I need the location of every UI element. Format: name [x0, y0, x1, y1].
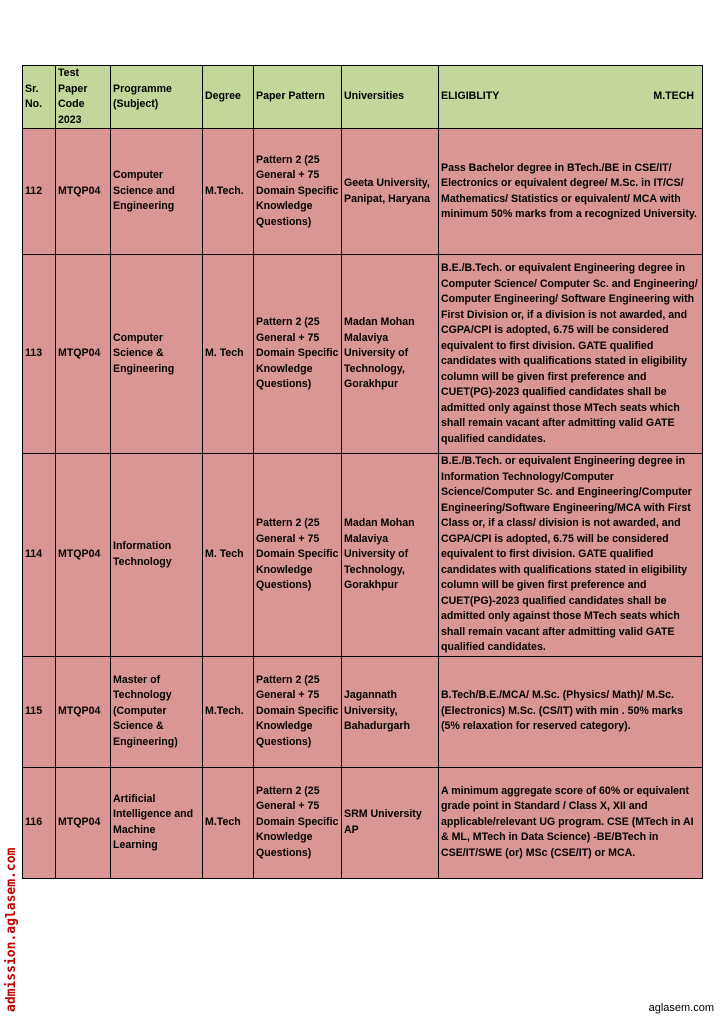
cell-programme: Master of Technology (Computer Science & Engineering) — [111, 656, 203, 767]
cell-sr-no: 112 — [23, 129, 56, 255]
header-row — [23, 66, 703, 129]
header-programme: Programme (Subject) — [111, 66, 203, 129]
table-row — [23, 767, 703, 878]
eligibility-table — [22, 65, 703, 879]
cell-programme: Computer Science and Engineering — [111, 129, 203, 255]
cell-eligibility: Pass Bachelor degree in BTech./BE in CSE/IT/ Electronics or equivalent degree/ M.Sc. in IT/CS/ Mathematics/ Statistics or equivalent/ MCA with minimum 50% marks from a recognized University. — [439, 129, 703, 255]
cell-test-paper-code: MTQP04 — [56, 129, 111, 255]
cell-degree: M.Tech. — [203, 129, 254, 255]
cell-sr-no: 114 — [23, 454, 56, 657]
cell-degree: M. Tech — [203, 255, 254, 454]
bottom-watermark: aglasem.com — [648, 1002, 714, 1014]
cell-programme: Artificial Intelligence and Machine Learning — [111, 767, 203, 878]
cell-university: Madan Mohan Malaviya University of Technology, Gorakhpur — [342, 255, 439, 454]
cell-paper-pattern: Pattern 2 (25 General + 75 Domain Specific Knowledge Questions) — [254, 255, 342, 454]
cell-eligibility: B.Tech/B.E./MCA/ M.Sc. (Physics/ Math)/ M.Sc. (Electronics) M.Sc. (CS/IT) with min . 50% marks (5% relaxation for reserved category). — [439, 656, 703, 767]
cell-sr-no: 115 — [23, 656, 56, 767]
table-row — [23, 255, 703, 454]
cell-university: Madan Mohan Malaviya University of Technology, Gorakhpur — [342, 454, 439, 657]
header-sr-no: Sr. No. — [23, 66, 56, 129]
cell-test-paper-code: MTQP04 — [56, 454, 111, 657]
cell-sr-no: 113 — [23, 255, 56, 454]
cell-university: Jagannath University, Bahadurgarh — [342, 656, 439, 767]
header-course-label: M.TECH — [653, 90, 694, 103]
cell-university: SRM University AP — [342, 767, 439, 878]
cell-programme: Computer Science & Engineering — [111, 255, 203, 454]
cell-paper-pattern: Pattern 2 (25 General + 75 Domain Specific Knowledge Questions) — [254, 767, 342, 878]
cell-sr-no: 116 — [23, 767, 56, 878]
cell-test-paper-code: MTQP04 — [56, 767, 111, 878]
cell-eligibility: B.E./B.Tech. or equivalent Engineering degree in Computer Science/ Computer Sc. and Engineering/ Computer Engineering/ Software Engineering with First Division or, if a division is not awarded, and CGPA/CPI is adopted, 6.75 will be considered equivalent to first division. GATE qualified candidates with qualifications stated in eligibility column will be given first preference and CUET(PG)-2023 qualified candidates shall be admitted only against those MTech seats which shall remain vacant after admitting valid GATE qualified candidates. — [439, 255, 703, 454]
cell-paper-pattern: Pattern 2 (25 General + 75 Domain Specific Knowledge Questions) — [254, 454, 342, 657]
header-paper-pattern: Paper Pattern — [254, 66, 342, 129]
cell-test-paper-code: MTQP04 — [56, 656, 111, 767]
cell-degree: M.Tech. — [203, 656, 254, 767]
cell-eligibility: A minimum aggregate score of 60% or equivalent grade point in Standard / Class X, XII and applicable/relevant UG program. CSE (MTech in AI & ML, MTech in Data Science) -BE/BTech in CSE/IT/SWE (or) MSc (CSE/IT) or MCA. — [439, 767, 703, 878]
table-row — [23, 129, 703, 255]
cell-degree: M.Tech — [203, 767, 254, 878]
header-degree: Degree — [203, 66, 254, 129]
cell-university: Geeta University, Panipat, Haryana — [342, 129, 439, 255]
cell-paper-pattern: Pattern 2 (25 General + 75 Domain Specific Knowledge Questions) — [254, 656, 342, 767]
table-row — [23, 656, 703, 767]
side-watermark: admission.aglasem.com — [4, 847, 19, 1012]
cell-degree: M. Tech — [203, 454, 254, 657]
header-eligibility-label: ELIGIBLITY — [441, 90, 500, 103]
header-test-paper-code: Test Paper Code 2023 — [56, 66, 111, 129]
cell-paper-pattern: Pattern 2 (25 General + 75 Domain Specific Knowledge Questions) — [254, 129, 342, 255]
cell-test-paper-code: MTQP04 — [56, 255, 111, 454]
header-universities: Universities — [342, 66, 439, 129]
header-eligibility — [439, 66, 703, 129]
cell-programme: Information Technology — [111, 454, 203, 657]
table-row — [23, 454, 703, 657]
cell-eligibility: B.E./B.Tech. or equivalent Engineering degree in Information Technology/Computer Science/Computer Sc. and Engineering/Computer Engineering/Software Engineering/MCA with First Class or, if a class/ division is not awarded, and CGPA/CPI is adopted, 6.75 will be considered equivalent to first division. GATE qualified candidates with qualifications stated in eligibility column will be given first preference and CUET(PG)-2023 qualified candidates shall be admitted only against those MTech seats which shall remain vacant after admitting valid GATE qualified candidates. — [439, 454, 703, 657]
